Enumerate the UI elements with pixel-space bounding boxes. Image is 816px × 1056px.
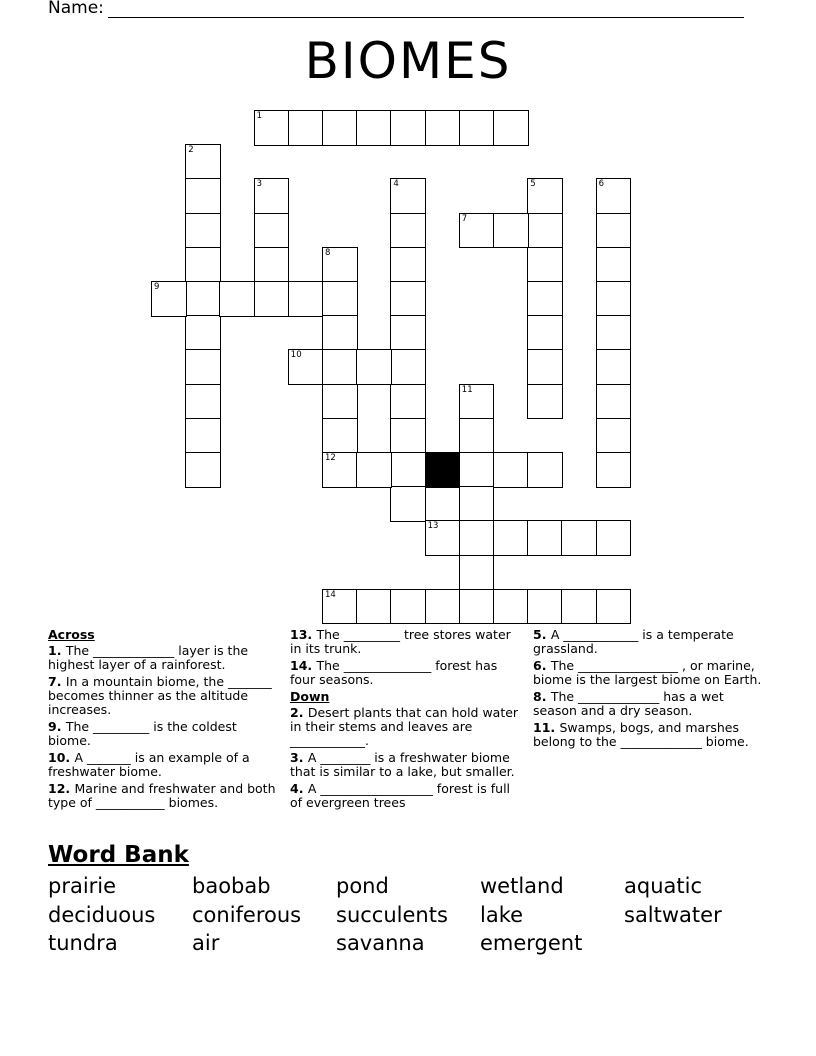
word-bank-item: savanna — [336, 931, 425, 955]
grid-cell[interactable] — [493, 589, 529, 625]
clue-item — [290, 751, 522, 779]
clue-text: The ________________ , or marine, biome is the largest biome on Earth. — [533, 658, 762, 687]
grid-cell[interactable] — [596, 589, 632, 625]
grid-cell[interactable] — [254, 281, 290, 317]
grid-cell[interactable] — [527, 247, 563, 283]
clue-text: The _________ tree stores water in its trunk. — [290, 627, 511, 656]
word-bank-item: pond — [336, 874, 389, 898]
grid-cell[interactable] — [254, 247, 290, 283]
grid-cell[interactable] — [288, 110, 324, 146]
word-bank-item: succulents — [336, 902, 448, 927]
grid-cell[interactable] — [459, 589, 495, 625]
grid-cell[interactable] — [322, 349, 358, 385]
cell-number: 7 — [461, 213, 468, 224]
grid-cell[interactable] — [185, 315, 221, 351]
word-bank-item: emergent — [480, 931, 583, 955]
clue-text: In a mountain biome, the _______ becomes thinner as the altitude increases. — [48, 674, 272, 717]
grid-cell[interactable] — [390, 349, 426, 385]
grid-cell[interactable] — [596, 178, 632, 214]
grid-cell[interactable] — [322, 110, 358, 146]
grid-cell[interactable] — [459, 384, 495, 420]
grid-cell[interactable] — [390, 384, 426, 420]
grid-cell[interactable] — [390, 486, 426, 522]
grid-cell[interactable] — [151, 281, 187, 317]
grid-cell[interactable] — [561, 520, 597, 556]
grid-cell[interactable] — [596, 452, 632, 488]
grid-cell[interactable] — [459, 110, 495, 146]
grid-cell[interactable] — [390, 418, 426, 454]
grid-cell[interactable] — [390, 213, 426, 249]
clue-text: Desert plants that can hold water in their stems and leaves are ____________. — [290, 705, 519, 748]
clue-text: The _____________ has a wet season and a dry season. — [533, 689, 724, 718]
clue-number: 9. — [48, 719, 66, 734]
black-cell — [425, 452, 461, 488]
grid-cell[interactable] — [527, 452, 563, 488]
clue-text: The _________ is the coldest biome. — [48, 719, 237, 748]
word-bank-item: aquatic — [624, 874, 702, 898]
grid-cell[interactable] — [459, 486, 495, 522]
word-bank-item: air — [192, 931, 220, 955]
cell-number: 14 — [325, 589, 336, 600]
grid-cell[interactable] — [185, 178, 221, 214]
clue-item — [533, 659, 765, 687]
clue-item — [290, 628, 522, 656]
grid-cell[interactable] — [390, 281, 426, 317]
grid-cell[interactable] — [185, 452, 221, 488]
clue-number: 1. — [48, 643, 66, 658]
cell-number: 9 — [154, 282, 160, 292]
grid-cell[interactable] — [185, 281, 221, 317]
grid-cell[interactable] — [254, 110, 290, 146]
clue-item — [533, 628, 765, 656]
word-bank-item: tundra — [48, 931, 118, 955]
grid-cell[interactable] — [219, 281, 255, 317]
grid-cell[interactable] — [527, 589, 563, 625]
clue-item — [48, 675, 280, 717]
down-heading: Down — [290, 689, 330, 704]
clue-number: 3. — [290, 750, 308, 765]
clue-number: 6. — [533, 658, 551, 673]
grid-cell[interactable] — [459, 520, 495, 556]
name-label: Name: — [48, 0, 104, 18]
grid-cell[interactable] — [425, 520, 461, 556]
grid-cell[interactable] — [561, 589, 597, 625]
grid-cell[interactable] — [425, 589, 461, 625]
clue-text: A _______ is an example of a freshwater biome. — [48, 750, 250, 779]
grid-cell[interactable] — [356, 452, 392, 488]
word-bank-title: Word Bank — [48, 842, 189, 868]
clue-number: 5. — [533, 627, 551, 642]
clue-text: A ________ is a freshwater biome that is similar to a lake, but smaller. — [290, 750, 515, 779]
grid-cell[interactable] — [596, 213, 632, 249]
grid-cell[interactable] — [527, 213, 563, 249]
clue-text: Marine and freshwater and both type of ___________ biomes. — [48, 781, 276, 810]
grid-cell[interactable] — [459, 555, 495, 591]
clue-number: 7. — [48, 674, 66, 689]
grid-cell[interactable] — [493, 213, 529, 249]
word-bank-item: saltwater — [624, 902, 722, 927]
grid-cell[interactable] — [185, 144, 221, 180]
cell-number: 13 — [427, 521, 439, 532]
grid-cell[interactable] — [322, 589, 358, 625]
clue-text: A ____________ is a temperate grassland. — [533, 627, 734, 656]
grid-cell[interactable] — [185, 384, 221, 420]
clue-item — [48, 644, 280, 672]
grid-cell[interactable] — [596, 247, 632, 283]
page-title: BIOMES — [304, 32, 512, 90]
clue-number: 13. — [290, 627, 317, 642]
word-bank-item: prairie — [48, 874, 117, 898]
grid-cell[interactable] — [425, 110, 461, 146]
clue-text: Swamps, bogs, and marshes belong to the _____________ biome. — [533, 720, 749, 749]
clue-item — [533, 690, 765, 718]
clues-column-1 — [48, 628, 280, 813]
grid-cell[interactable] — [288, 349, 324, 385]
cell-number: 8 — [325, 247, 331, 258]
grid-cell[interactable] — [493, 452, 529, 488]
grid-cell[interactable] — [390, 589, 426, 625]
clue-number: 8. — [533, 689, 551, 704]
grid-cell[interactable] — [596, 384, 632, 420]
clue-number: 10. — [48, 750, 75, 765]
clue-item — [48, 751, 280, 779]
grid-cell[interactable] — [390, 315, 426, 351]
clues-column-3 — [533, 628, 765, 752]
grid-cell[interactable] — [596, 315, 632, 351]
clue-number: 12. — [48, 781, 75, 796]
grid-cell[interactable] — [596, 418, 632, 454]
cell-number: 2 — [188, 145, 194, 156]
grid-cell[interactable] — [322, 418, 358, 454]
cell-number: 4 — [393, 179, 399, 190]
grid-cell[interactable] — [185, 213, 221, 249]
grid-cell[interactable] — [390, 452, 426, 488]
word-bank-item: deciduous — [48, 902, 156, 927]
clue-item — [533, 721, 765, 749]
cell-number: 12 — [325, 453, 336, 463]
cell-number: 10 — [290, 350, 302, 361]
grid-cell[interactable] — [185, 247, 221, 283]
grid-cell[interactable] — [596, 281, 632, 317]
clue-number: 14. — [290, 658, 317, 673]
clue-text: The _____________ layer is the highest layer of a rainforest. — [48, 643, 249, 672]
clue-item — [290, 659, 522, 687]
cell-number: 5 — [530, 179, 536, 190]
across-heading: Across — [48, 627, 95, 642]
cell-number: 6 — [598, 179, 605, 190]
grid-cell[interactable] — [322, 315, 358, 351]
grid-cell[interactable] — [322, 452, 358, 488]
cell-number: 1 — [256, 111, 263, 121]
grid-cell[interactable] — [322, 247, 358, 283]
grid-cell[interactable] — [596, 349, 632, 385]
grid-cell[interactable] — [185, 349, 221, 385]
grid-cell[interactable] — [390, 110, 426, 146]
grid-cell[interactable] — [390, 247, 426, 283]
clue-item — [48, 782, 280, 810]
grid-cell[interactable] — [356, 110, 392, 146]
grid-cell[interactable] — [356, 589, 392, 625]
grid-cell[interactable] — [459, 452, 495, 488]
cell-number: 11 — [461, 384, 473, 395]
grid-cell[interactable] — [254, 213, 290, 249]
grid-cell[interactable] — [254, 178, 290, 214]
grid-cell[interactable] — [527, 178, 563, 214]
grid-cell[interactable] — [356, 349, 392, 385]
grid-cell[interactable] — [596, 520, 632, 556]
clue-item — [290, 706, 522, 748]
grid-cell[interactable] — [493, 520, 529, 556]
clue-text: The ______________ forest has four seasons. — [290, 658, 498, 687]
grid-cell[interactable] — [527, 315, 563, 351]
word-bank-item: coniferous — [192, 902, 302, 927]
grid-cell[interactable] — [459, 418, 495, 454]
clue-item — [48, 720, 280, 748]
word-bank-item: baobab — [192, 874, 271, 898]
clue-number: 4. — [290, 781, 308, 796]
grid-cell[interactable] — [185, 418, 221, 454]
grid-cell[interactable] — [493, 110, 529, 146]
clue-number: 11. — [533, 720, 560, 735]
word-bank-item: wetland — [480, 874, 564, 898]
clues-column-2 — [290, 628, 522, 813]
clue-item — [290, 782, 522, 810]
grid-cell[interactable] — [288, 281, 324, 317]
grid-cell[interactable] — [527, 349, 563, 385]
grid-cell[interactable] — [390, 178, 426, 214]
grid-cell[interactable] — [527, 384, 563, 420]
grid-cell[interactable] — [527, 281, 563, 317]
word-bank-item: lake — [480, 902, 524, 927]
grid-cell[interactable] — [322, 281, 358, 317]
clue-number: 2. — [290, 705, 308, 720]
grid-cell[interactable] — [459, 213, 495, 249]
grid-cell[interactable] — [527, 520, 563, 556]
clue-text: A __________________ forest is full of evergreen trees — [290, 781, 511, 810]
cell-number: 3 — [256, 179, 263, 190]
grid-cell[interactable] — [322, 384, 358, 420]
